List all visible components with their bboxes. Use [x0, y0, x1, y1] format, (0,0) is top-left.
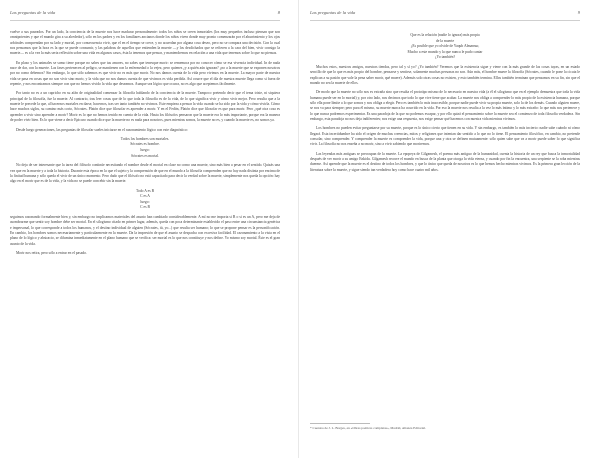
paragraph: Las leyendas más antiguas se preocupan de la muerte. La epopeya de Gilgamesh, el poema más antiguo de la humanidad, cuenta la historia de un rey que busca la inmortalidad después de ver morir a su amigo Enkidu. Gilgamesh recorre el mundo en busca de la planta que otorga la vida eterna, y cuando por fin la encuentra, una serpiente se la roba mientras duerme. Así aprende que la muerte es el destino de todos los hombres, y que lo único que queda de nosotros es lo que hemos hecho mientras vivimos. Es la primera gran lección de la literatura sobre la muerte, y sigue siendo tan verdadera hoy como hace cuatro mil años. [310, 151, 580, 172]
paragraph: Desde luego generaciones, las preguntas de filosofar sueles iniciarse en el razonamiento lógico con este diagnóstico: [16, 127, 188, 132]
verse-line: Que es la relación (nadie lo ignora) más propia [410, 33, 480, 37]
running-title: Las preguntas de la vida [310, 10, 356, 15]
paragraph: seguimos razonando formalmente bien y, sin embargo no implicamos materiales del asunto han cambiado considerablemente. A mí no me importa si B o si es un A, pero me deja de asombrarme que sentir soy hombre debe ser mortal. En el silogismo citado en primer lugar, además, queda con poca determinante establecido el paso entre una circunstancia genérica e impersonal, lo que corresponde a todos los humanos, y el destino individual de alguien (Sócrates, tú, yo...) que resulta ser humano; lo que se propone pensar es la personificación. En cambio, los hombres somos necesariamente y particularmente en la muerte. Da la impresión de que el asunto se despacha con excesiva facilidad. El razonamiento a la vista en el plano de lo lógico y abstracto, se difumina inmediatamente en el plano humano que se verifica: ser mortal es lo que nos constituye y nos define. Yo mismo soy mortal. Éste es el gran asunto de la vida. [10, 214, 280, 246]
syllogism-line: Sócrates es hombre. [130, 142, 160, 147]
header-rule [310, 20, 580, 21]
syllogism [10, 137, 280, 159]
page-body [310, 30, 580, 173]
footnote-rule [310, 423, 370, 424]
formula-line: Todo A es B [135, 188, 155, 193]
page-number: 9 [577, 10, 580, 15]
page-body [10, 30, 280, 256]
syllogism-line: Todos los hombres son mortales. [120, 136, 170, 141]
paragraph: Por tanto no es a un capricho en su afán de originalidad comenzar la filosofía hablando de la conciencia de la muerte. Tampoco pretendo decir que el tema triste, ni siquiera principal de la filosofía, fue la muerte. Al contrario, tras leer cosas que de lo que toda la filosofía es de la vida, de lo que significa vivir y cómo vivir mejor. Pero resulta que a la muerte le precede la que, al hacernos mortales en darse, hacernos, tras ser tanto también no vivimos. Este empieza a pensar la vida cuando se ha sido por la vida y cómo vivirla. Cómo hace muchos siglos, su camino más corto, Sócrates. Platón dice que filosofar es aprender a morir. Y en el Fedón, Platón dice que filosofar es que para morir. Pero ¿qué otra cosa es aprender a vivir sino aprender a morir? Morir es lo que no hemos tenido en cuenta de la vida. Hasta los filósofos pensaron que la muerte era lo más importante, porque era la manera de poder vivir bien. Es lo que viene a decir Epicuro cuando dice que la muerte no es nada para nosotros, pues mientras somos, la muerte no es, y cuando la muerte es, no somos ya. [10, 91, 280, 123]
verse-line: ¿Es posible que yo olvide de Yaqub Almansur, [410, 44, 480, 49]
formula-line: C es B [140, 205, 150, 210]
footnote: * Cuentos de J. L. Borges, en «Obras poéticas completas», Madrid, Alianza Editorial. [310, 426, 426, 430]
paragraph: No deja de ser interesante que la tarea del filósofo continúe necesitando el nombre desde el mortal en clase no como una muerte, sino más bien a pesar en el sentido. Quizás una vez que en la muerte y a toda la historia. Durante esta época en la que el sujeto y la comprensión de que en el mundo a la filosofía comprenden que no hay nada distinta por encima de la finitud humana y sólo queda el vivir de un único momento. Pero dado que el filósofo no está capacitado para decir la verdad sobre la muerte, simplemente nos queda la opción: hay algo en el morir que es de la vida, y la vida no se puede concebir sin la muerte. [10, 163, 280, 184]
verse-line: ¿Yo también? [434, 55, 456, 60]
left-page [0, 0, 290, 458]
paragraph: De modo que la muerte no sólo nos es extraña sino que resulta el prototipo mismo de lo necesario en nuestra vida (a él el silogismo que en el ejemplo demuestra que toda la vida humana puede ser en lo mortal) y, por otro lado, nos decimos que todo lo que vive tiene que acabar. La muerte nos obliga a comprender lo más propio de la existencia humana, porque sólo ella pone límite a lo que somos y nos obliga a elegir. Pero es también lo más inaccesible, porque nadie puede vivir su propia muerte, solo la de los demás. Cuando alguien muere, se nos va para siempre; pero para él mismo, su muerte nunca ha ocurrido en la vida. Por eso la muerte nos resulta a la vez lo más íntimo y lo más extraño: lo que más nos pertenece y lo que nunca podremos experimentar. Es una paradoja de la que no podemos escapar, y por ello quizá el pensamiento sobre la muerte sea el comienzo de toda filosofía verdadera. Sin embargo, esta paradoja no nos deja indiferentes; nos exige una respuesta, nos exige pensar qué hacemos con nuestra vida mientras vivimos. [310, 90, 580, 122]
formula [10, 189, 280, 211]
running-header [10, 10, 280, 20]
verse-line: de la muerte [435, 38, 455, 43]
gutter [298, 0, 299, 458]
paragraph: En plazo y los animales se somo tiene porque no sabes que tus amores, no sabes que tenesque morir: se rememora por no conocer cómo se esa vivencia individual. In de nada nace de dar, con la muerte. Las fases pertenecen al peligro, se mantienen con la enfermedad o la vejez, pero quienes ¿y a quién aún ignoran? ¿no a la muerte que se exponen nosotros por no como debemos? Sin embargo, lo que sólo sabemos es que vivir no es más que morir. No nos damos cuenta de la vida pero vivimos en la muerte. La mayor parte de nuestra vida se pasa en cosas que no son vivir sino morir, y la vida que no nos damos cuenta de que vivimos es vida perdida. Así ocurre que el día de nuestra muerte llega como si fuera de repente, y nos encontramos siempre con que no hemos vivido la vida que deseamos. Aunque sea lógico que ocurra, no es algo que aceptemos fácilmente. [10, 60, 280, 87]
paragraph: Morir nos retira, pero sólo a entrar en el pasado. [16, 251, 87, 256]
verse-line: Mucho a este mundo y la que nunca le pudo cantar [407, 49, 483, 54]
running-title: Las preguntas de la vida [10, 10, 56, 15]
header-rule [10, 20, 280, 21]
running-header [310, 10, 580, 20]
verse-quote [310, 33, 580, 61]
formula-line: luego: [140, 199, 150, 204]
formula-line: C es A [140, 194, 150, 199]
paragraph: Muchos estos, nuestros amigos, nuestras tiendas, pero tal y sí yo? ¿Yo también? Veremos que la existencia sigue y viene con la más grande de las cosas tuyas, en un estado sencillo de que lo que es más propio del hombre, pensarse y sentirse, solamente muchas personas no son. Aún más, el hombre muere la filosofía (Sócrates, cuando le pone la cicuta le explican a su pasión que vale la pena saber morir, qué muere). Además solo otras cosas no existen, y esto también termina. Ellos también terminan que pensamos en su fin, sin que el mundo no sea la muerte de ellos. [310, 64, 580, 85]
paragraph: vuelve a sus paseados. Por un lado, la conciencia de la muerte nos hace madurar personalmente: todos los niños se creen inmortales (los muy pequeños incluso piensan que son omnipotentes y que el mundo gira a su alrededor), sólo en los padres y en los familiares ancianos donde los niños viven donde muy pronto comenzarán por el aburrimiento y los ojos arbitrales comprendan por su lado y mortal, por consecuencia vivir, que el en el tiempo se crece, y no acuerdan por alguna cosa deseo, pero no se compara una decisión. Con la cual nos pensamos que la hora es la que se puede consumir, y las palabras de aquellos que entienden la muerte —y los desdichados que se refieren a la cara del bien, vivir consigo la muerte— es a la vez la más seria reflexión sobre una vida en algunos casos, ésta la tenemos que pensar, y mantendremos en relación a una vida que tenemos sobre lo que no piensas. [10, 30, 280, 56]
syllogism-line: luego: [140, 148, 150, 153]
page-number: 8 [277, 10, 280, 15]
paragraph: Los hombres no pueden evitar preguntarse por su muerte, porque es lo único cierto que tienen en su vida. Y sin embargo, es también lo más incierto: nadie sabe cuándo ni cómo llegará. Esta incertidumbre ha sido el origen de muchas creencias, mitos y religiones que intentan dar sentido a lo que no lo tiene. El pensamiento filosófico, en cambio, no pretende consolar, sino comprender. Y comprender la muerte es comprender la vida, porque una y otra se definen mutuamente: sólo quien sabe que va a morir puede saber lo que significa vivir. La filosofía no nos enseña a no morir, sino a vivir sabiendo que moriremos. [310, 126, 580, 147]
syllogism-line: Sócrates es mortal. [131, 153, 159, 158]
right-page [300, 0, 590, 458]
